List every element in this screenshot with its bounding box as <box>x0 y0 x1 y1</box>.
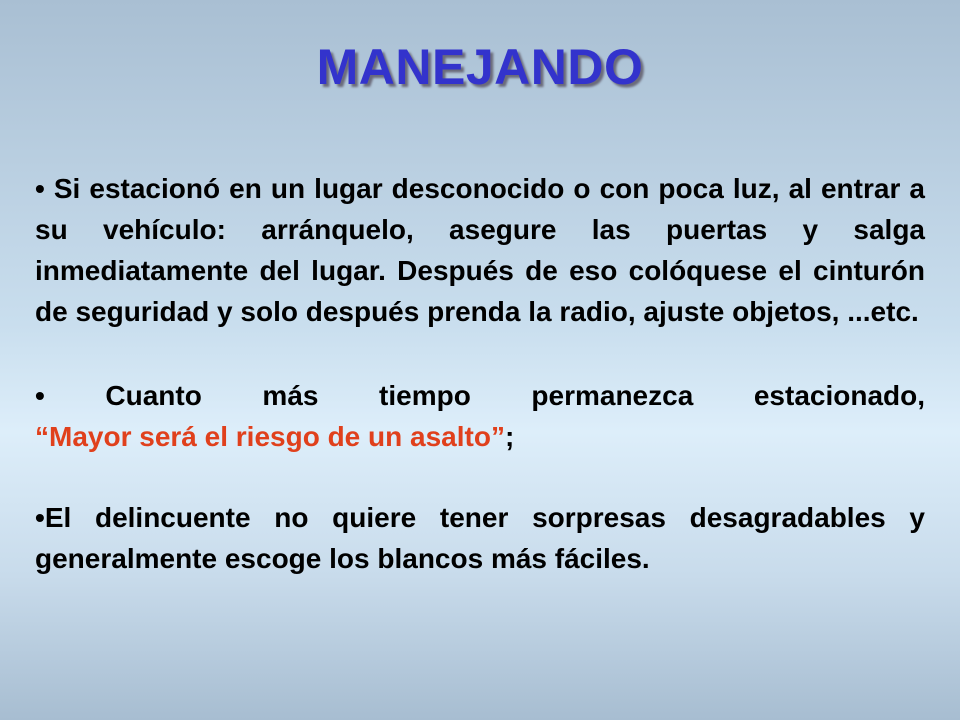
paragraph-text: El delincuente no quiere tener sorpresas desagradables y generalmente escoge los blancos más fáciles. <box>35 502 925 574</box>
bullet-marker: • <box>35 502 45 533</box>
paragraph-parking-advice <box>35 168 925 332</box>
highlighted-warning: “Mayor será el riesgo de un asalto” <box>35 421 505 452</box>
slide-title: MANEJANDO <box>316 39 644 95</box>
paragraph-text: Si estacionó en un lugar desconocido o con poca luz, al entrar a su vehículo: arránquelo, asegure las puertas y salga inmediatamente del lugar. Después de eso colóquese el cinturón de seguridad y solo después prenda la radio, ajuste objetos, ...etc. <box>35 173 925 327</box>
bullet-marker: • <box>35 173 45 204</box>
paragraph-tail: ; <box>504 421 515 452</box>
paragraph-line <box>35 375 925 416</box>
paragraph-parking-time <box>35 375 925 457</box>
paragraph-text: Cuanto más tiempo permanezca estacionado, <box>105 380 926 411</box>
paragraph-criminal <box>35 497 925 579</box>
bullet-marker: • <box>35 380 45 411</box>
slide-body <box>35 168 925 579</box>
